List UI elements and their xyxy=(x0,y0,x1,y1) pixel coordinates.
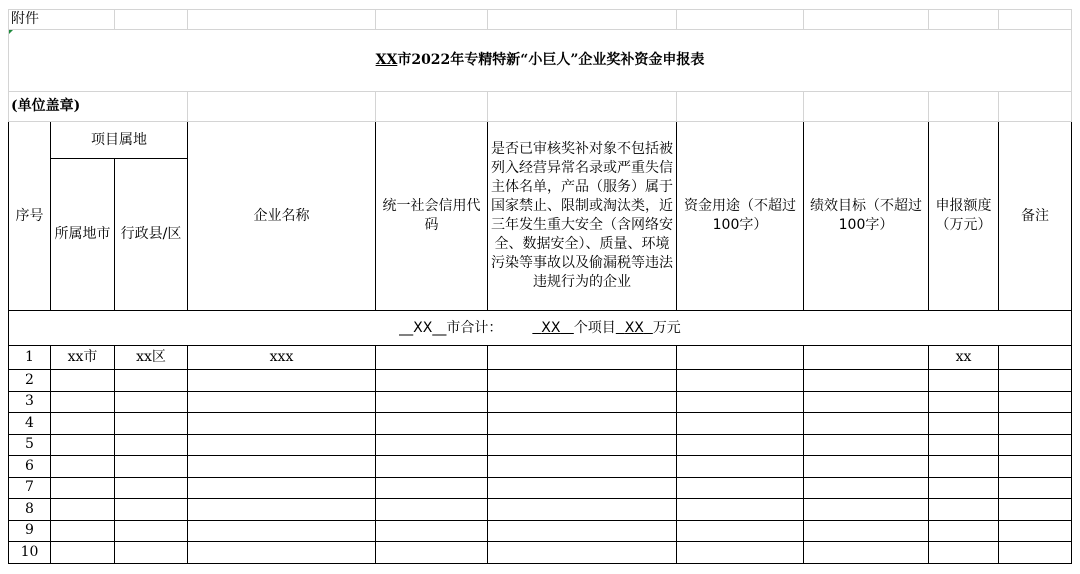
cell-serial[interactable]: 6 xyxy=(9,456,51,478)
cell-eligibility[interactable] xyxy=(488,370,677,392)
header-credit-code[interactable]: 统一社会信用代码 xyxy=(376,122,488,311)
cell-amount[interactable] xyxy=(929,477,999,499)
cell-city[interactable] xyxy=(51,391,115,413)
cell-county[interactable] xyxy=(115,520,188,542)
cell-remark[interactable] xyxy=(999,477,1072,499)
cell-amount[interactable] xyxy=(929,391,999,413)
title-text: 市2022年专精特新“小巨人”企业奖补资金申报表 xyxy=(397,52,705,68)
cell-eligibility[interactable] xyxy=(488,346,677,370)
cell-eligibility[interactable] xyxy=(488,520,677,542)
cell-credit-code[interactable] xyxy=(376,391,488,413)
summary-projects-label: 个项目 xyxy=(573,319,616,336)
cell-credit-code[interactable] xyxy=(376,477,488,499)
table-row xyxy=(9,542,1072,564)
cell-remark[interactable] xyxy=(999,370,1072,392)
cell-goal[interactable] xyxy=(804,413,929,435)
cell-goal[interactable] xyxy=(804,456,929,478)
cell-city[interactable] xyxy=(51,413,115,435)
cell-eligibility[interactable] xyxy=(488,542,677,564)
header-remark[interactable]: 备注 xyxy=(999,122,1072,311)
table-row xyxy=(9,370,1072,392)
cell-eligibility[interactable] xyxy=(488,499,677,521)
cell-fund-use[interactable] xyxy=(677,477,804,499)
cell-county[interactable] xyxy=(115,370,188,392)
summary-city-label: 市合计： xyxy=(446,319,503,336)
table-row xyxy=(9,520,1072,542)
header-company[interactable]: 企业名称 xyxy=(188,122,376,311)
cell-amount[interactable] xyxy=(929,542,999,564)
cell-remark[interactable] xyxy=(999,542,1072,564)
cell-city[interactable] xyxy=(51,499,115,521)
cell-company[interactable] xyxy=(188,477,376,499)
cell-credit-code[interactable] xyxy=(376,346,488,370)
cell-remark[interactable] xyxy=(999,456,1072,478)
cell-company[interactable] xyxy=(188,542,376,564)
table-row xyxy=(9,346,1072,370)
cell-serial[interactable]: 7 xyxy=(9,477,51,499)
cell-fund-use[interactable] xyxy=(677,542,804,564)
cell-goal[interactable] xyxy=(804,520,929,542)
cell-credit-code[interactable] xyxy=(376,542,488,564)
cell-fund-use[interactable] xyxy=(677,520,804,542)
cell-fund-use[interactable] xyxy=(677,346,804,370)
cell-credit-code[interactable] xyxy=(376,520,488,542)
cell-fund-use[interactable] xyxy=(677,456,804,478)
cell-amount[interactable] xyxy=(929,413,999,435)
cell-goal[interactable] xyxy=(804,346,929,370)
header-location-group[interactable]: 项目属地 xyxy=(51,122,188,159)
cell-goal[interactable] xyxy=(804,370,929,392)
cell-amount[interactable] xyxy=(929,499,999,521)
cell-city[interactable] xyxy=(51,477,115,499)
header-performance-goal[interactable]: 绩效目标（不超过100字） xyxy=(804,122,929,311)
summary-row[interactable] xyxy=(9,311,1072,346)
cell-city[interactable] xyxy=(51,456,115,478)
cell-amount[interactable]: xx xyxy=(929,346,999,370)
cell-serial[interactable]: 3 xyxy=(9,391,51,413)
cell-remark[interactable] xyxy=(999,434,1072,456)
seal-label[interactable]: (单位盖章) xyxy=(9,92,188,122)
cell-credit-code[interactable] xyxy=(376,370,488,392)
attachment-label[interactable]: 附件 xyxy=(9,10,115,30)
header-fund-use[interactable]: 资金用途（不超过100字） xyxy=(677,122,804,311)
cell-county[interactable] xyxy=(115,413,188,435)
application-form-table xyxy=(8,9,1072,564)
cell-company[interactable]: xxx xyxy=(188,346,376,370)
cell-remark[interactable] xyxy=(999,391,1072,413)
header-eligibility-check[interactable]: 是否已审核奖补对象不包括被列入经营异常名录或严重失信主体名单，产品（服务）属于国家禁止、限制或淘汰类，近三年发生重大安全（含网络安全、数据安全）、质量、环境污染等事故以及偷漏税等违法违规行为的企业 xyxy=(488,122,677,311)
cell-eligibility[interactable] xyxy=(488,391,677,413)
cell-company[interactable] xyxy=(188,413,376,435)
cell-serial[interactable]: 10 xyxy=(9,542,51,564)
cell-credit-code[interactable] xyxy=(376,456,488,478)
cell-fund-use[interactable] xyxy=(677,391,804,413)
cell-remark[interactable] xyxy=(999,520,1072,542)
cell-county[interactable]: xx区 xyxy=(115,346,188,370)
cell-serial[interactable]: 2 xyxy=(9,370,51,392)
cell-amount[interactable] xyxy=(929,434,999,456)
header-serial[interactable]: 序号 xyxy=(9,122,51,311)
cell-county[interactable] xyxy=(115,542,188,564)
cell-remark[interactable] xyxy=(999,413,1072,435)
table-row xyxy=(9,477,1072,499)
table-row xyxy=(9,434,1072,456)
cell-eligibility[interactable] xyxy=(488,434,677,456)
table-row xyxy=(9,413,1072,435)
cell-remark[interactable] xyxy=(999,499,1072,521)
table-row xyxy=(9,456,1072,478)
cell-amount[interactable] xyxy=(929,520,999,542)
cell-city[interactable] xyxy=(51,370,115,392)
cell-company[interactable] xyxy=(188,456,376,478)
cell-goal[interactable] xyxy=(804,542,929,564)
cell-city[interactable] xyxy=(51,434,115,456)
cell-company[interactable] xyxy=(188,434,376,456)
summary-projects-value: XX xyxy=(541,319,561,336)
header-city[interactable]: 所属地市 xyxy=(51,159,115,311)
cell-county[interactable] xyxy=(115,456,188,478)
summary-amount-value: XX xyxy=(624,319,644,336)
summary-city-blank: __XX__ xyxy=(399,319,447,336)
cell-city[interactable] xyxy=(51,520,115,542)
cell-serial[interactable]: 5 xyxy=(9,434,51,456)
table-row xyxy=(9,499,1072,521)
cell-city[interactable]: xx市 xyxy=(51,346,115,370)
cell-goal[interactable] xyxy=(804,391,929,413)
form-title[interactable] xyxy=(9,30,1072,92)
cell-goal[interactable] xyxy=(804,434,929,456)
title-city-blank: XX xyxy=(375,52,398,68)
cell-company[interactable] xyxy=(188,499,376,521)
cell-credit-code[interactable] xyxy=(376,499,488,521)
cell-remark[interactable] xyxy=(999,346,1072,370)
cell-eligibility[interactable] xyxy=(488,477,677,499)
header-county[interactable]: 行政县/区 xyxy=(115,159,188,311)
cell-fund-use[interactable] xyxy=(677,434,804,456)
cell-company[interactable] xyxy=(188,520,376,542)
cell-county[interactable] xyxy=(115,499,188,521)
cell-amount[interactable] xyxy=(929,456,999,478)
cell-goal[interactable] xyxy=(804,477,929,499)
cell-company[interactable] xyxy=(188,370,376,392)
cell-amount[interactable] xyxy=(929,370,999,392)
cell-company[interactable] xyxy=(188,391,376,413)
summary-amount-label: 万元 xyxy=(652,319,681,336)
cell-eligibility[interactable] xyxy=(488,413,677,435)
cell-serial[interactable]: 1 xyxy=(9,346,51,370)
cell-credit-code[interactable] xyxy=(376,413,488,435)
cell-county[interactable] xyxy=(115,391,188,413)
cell-serial[interactable]: 8 xyxy=(9,499,51,521)
cell-eligibility[interactable] xyxy=(488,456,677,478)
data-rows xyxy=(9,346,1072,564)
header-amount[interactable]: 申报额度（万元） xyxy=(929,122,999,311)
cell-serial[interactable]: 9 xyxy=(9,520,51,542)
cell-goal[interactable] xyxy=(804,499,929,521)
cell-fund-use[interactable] xyxy=(677,413,804,435)
cell-fund-use[interactable] xyxy=(677,499,804,521)
cell-fund-use[interactable] xyxy=(677,370,804,392)
cell-county[interactable] xyxy=(115,477,188,499)
cell-credit-code[interactable] xyxy=(376,434,488,456)
table-row xyxy=(9,391,1072,413)
cell-city[interactable] xyxy=(51,542,115,564)
cell-county[interactable] xyxy=(115,434,188,456)
cell-serial[interactable]: 4 xyxy=(9,413,51,435)
